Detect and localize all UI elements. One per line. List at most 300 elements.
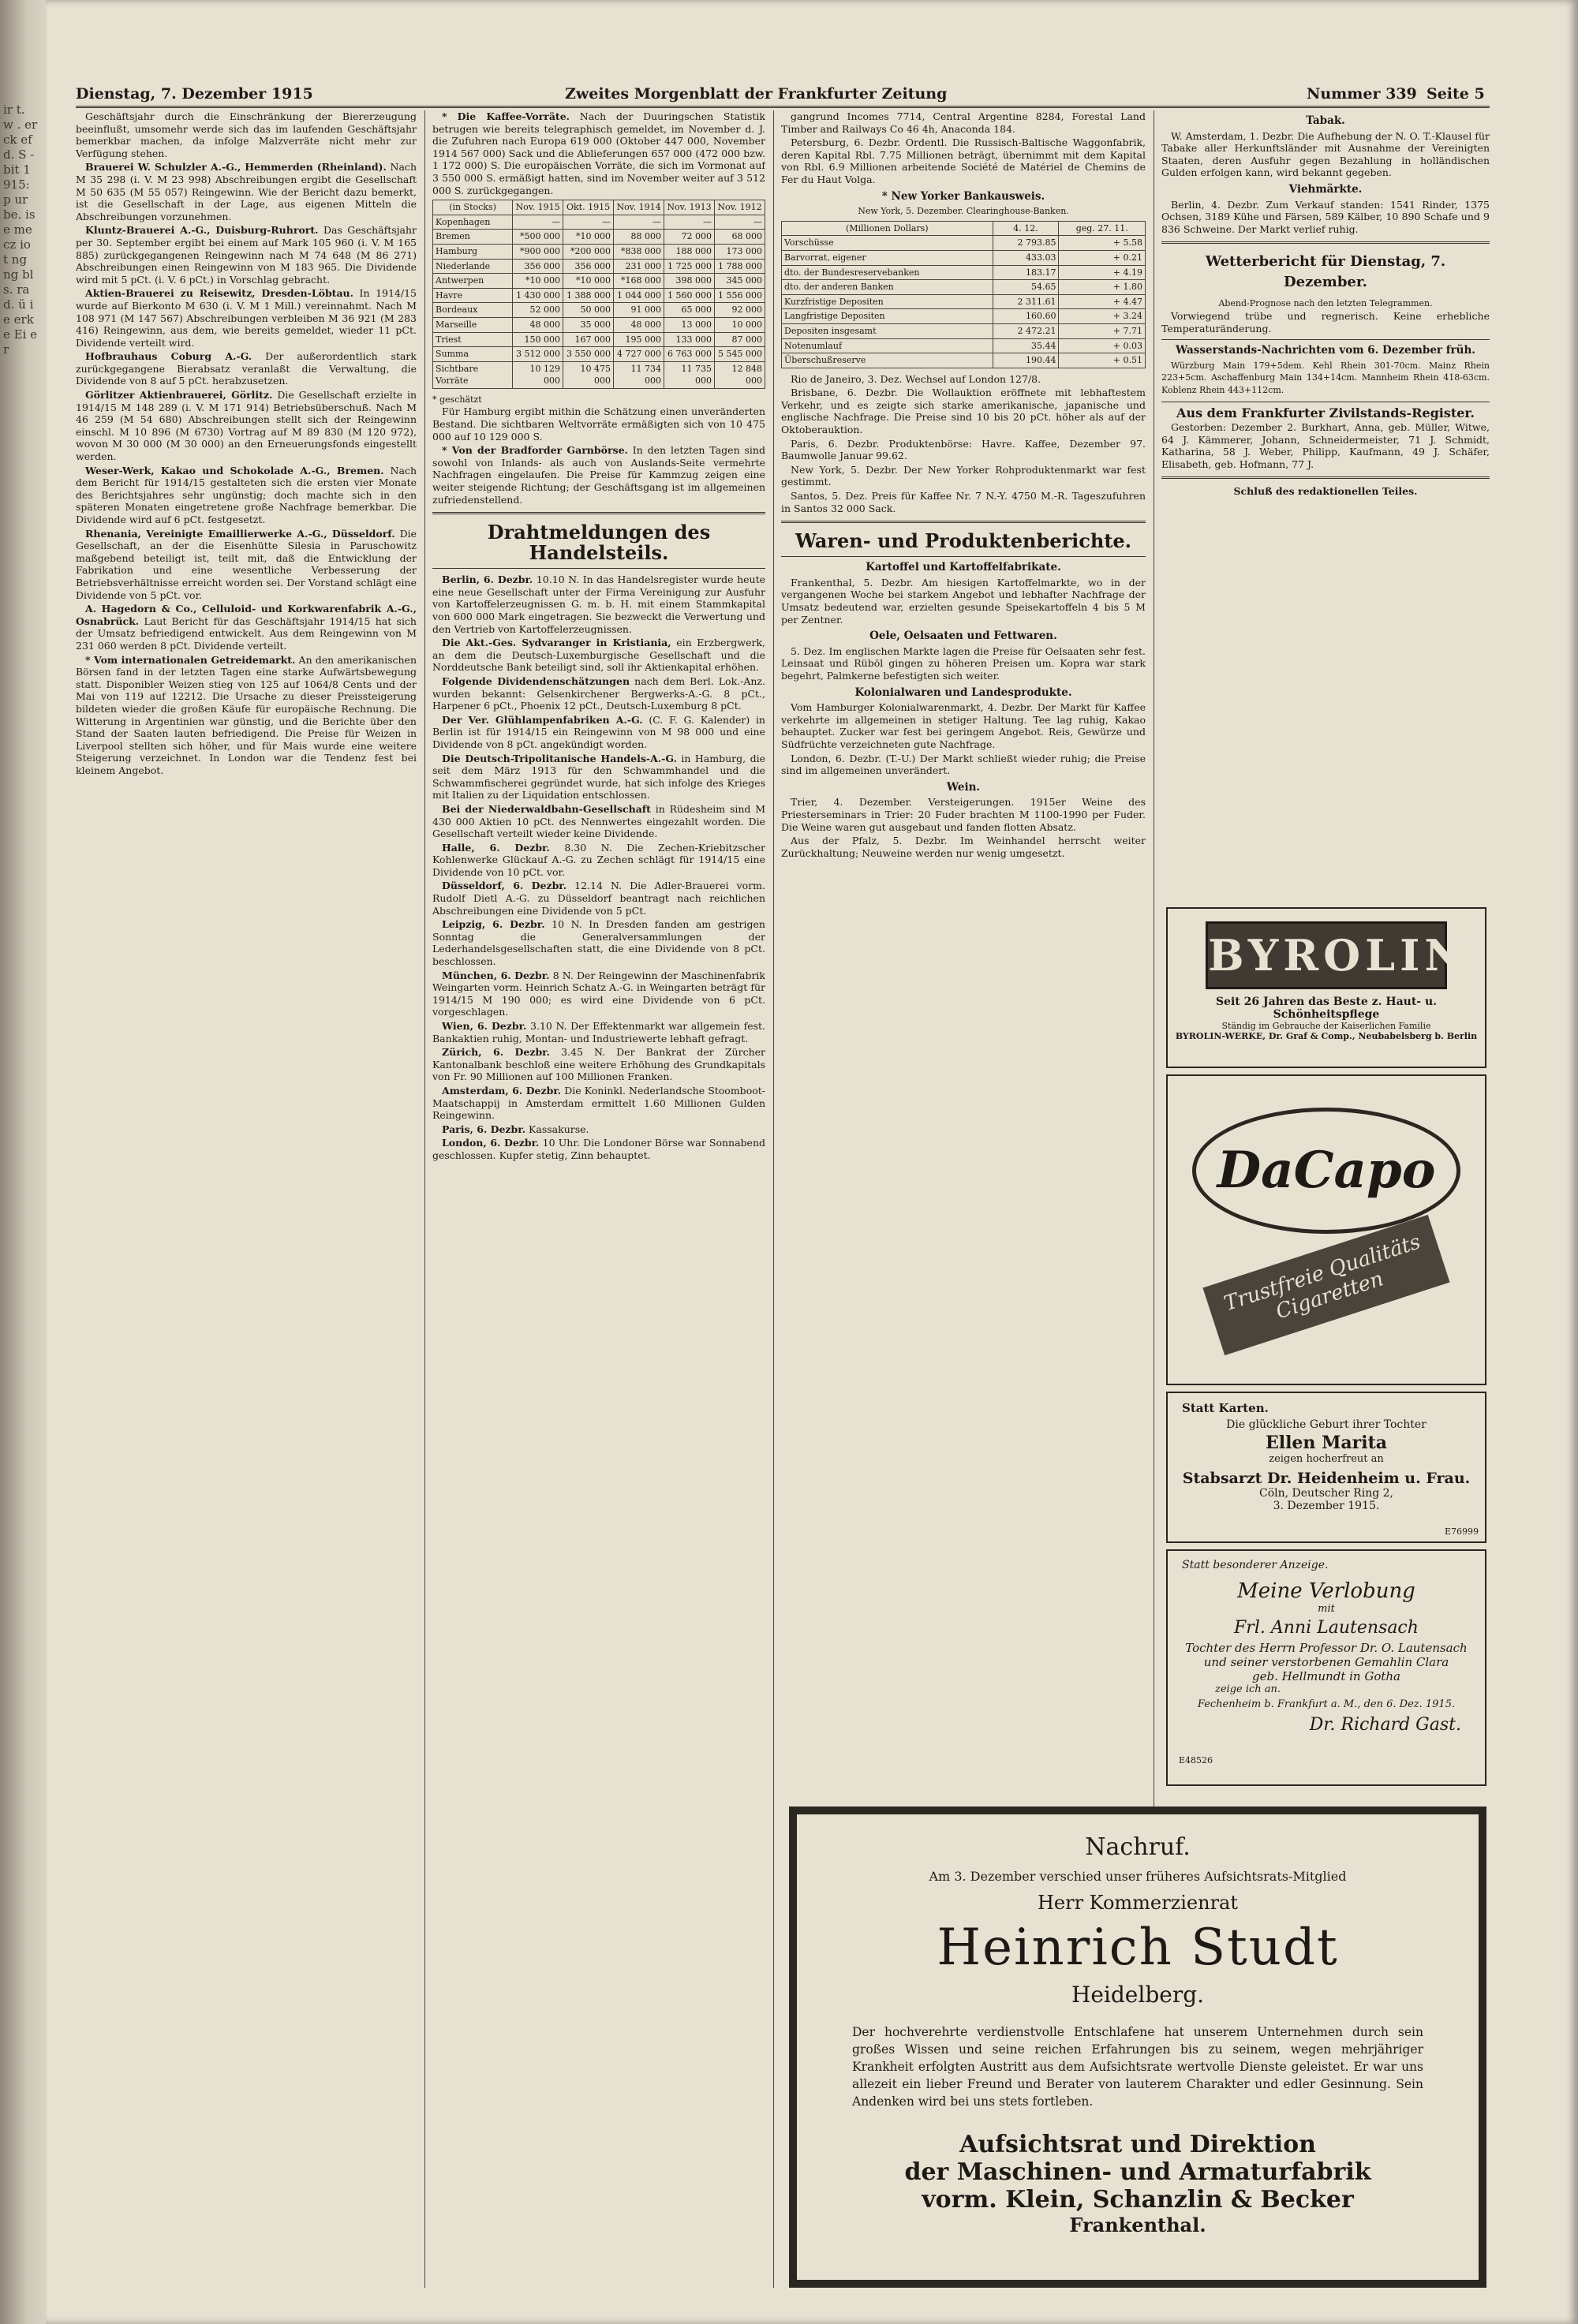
wire-item [432,675,765,712]
table-row [782,294,1146,309]
article-body: Geschäftsjahr durch die Einschränkung der Biererzeugung beeinflußt, umsomehr werde sich das im laufenden Geschäftsjahr bemerkbar machen, da infolge Malzverräte nicht mehr zur Verfügung stehen. [76,110,417,159]
wire-item-body: 8.30 N. Die Zechen-Kriebitzscher Kohlenwerke Glückauf A.-G. zu Zechen schlägt für 1914/15 eine Dividende von 10 pCt. vor. [432,841,765,878]
table-row [782,265,1146,280]
dacapo-cigarette-box: Trustfreie Qualitäts Cigaretten [1202,1215,1449,1355]
wire-item-head: Folgende Dividendenschätzungen [442,674,630,687]
engagement-line-3: geb. Hellmundt in Gotha [1252,1669,1400,1683]
obituary-signature-2: der Maschinen- und Armaturfabrik [904,2158,1371,2186]
wasser-body: Würzburg Main 179+5dem. Kehl Rhein 301-70cm. Mainz Rhein 223+5cm. Aschaffenburg Main 134+14cm. Mannheim Rhein 418-63cm. Koblenz Rhein 443+112cm. [1161,360,1490,395]
table-cell: 190.44 [993,353,1059,368]
table-cell: 6 763 000 [664,347,715,362]
article-body: Die Gesellschaft erzielte in 1914/15 M 148 289 (i. V. M 171 914) Betriebsüberschuß. Nach M 46 259 (M 54 680) Abschreibungen stellt sich der Reingewinn einschl. M 10 896 (M 6730) Vortrag auf M 89 830 (M 120 972), wovon M 30 000 (M 30 000) an den Erneuerungsfonds eingestellt werden. [76,389,417,463]
birth-line-1: Die glückliche Geburt ihrer Tochter [1226,1418,1427,1431]
table-cell: 3 550 000 [563,347,614,362]
byrolin-logo: BYROLIN [1206,921,1447,989]
table-cell: Sichtbare Vorräte [433,361,513,388]
table-cell: 356 000 [513,259,563,274]
table-cell: — [614,215,664,230]
table-row [433,288,765,303]
engagement-name: Frl. Anni Lautensach [1234,1618,1419,1638]
wire-item-body: (C. F. G. Kalender) in Berlin ist für 1914/15 ein Reingewinn von M 98 000 und eine Dividende von 8 pCt. angekündigt worden. [432,713,765,750]
table-cell: 12 848 000 [715,361,765,388]
article-body: An den amerikanischen Börsen fand in der letzten Tagen eine starke Aufwärtsbewegung statt. Disponibler Weizen stieg von 125 auf 1064/8 Cents und der Mai von 119 auf 12212. Die Ursache zu dieser Preissteigerung bildeten wieder die großen Käufe für europäische Rechnung. Die Witterung in Argentinien war günstig, und die Berichte über den Stand der Saaten lauten befriedigend. Die Preise für Weizen in Liverpool stellten sich höher, und für Mais wurde eine weitere Steigerung verzeichnet. In London war die Tendenz fest bei kleinem Angebot. [76,653,417,776]
kaffee-table-note: * geschätzt [432,394,482,405]
table-row [433,230,765,245]
birth-name: Ellen Marita [1265,1433,1388,1453]
header-number: Nummer 339 [1307,85,1417,103]
table-cell: Triest [433,332,513,347]
table-cell: dto. der anderen Banken [782,280,993,295]
zivil-body: Gestorben: Dezember 2. Burkhart, Anna, geb. Müller, Witwe, 64 J. Kämmerer, Johann, Schneidermeister, 71 J. Schmidt, Katharina, 58 J. Weber, Philipp, Kaufmann, 49 J. Schäfer, Elisabeth, geb. Hofmann, 77 J. [1161,421,1490,470]
article-body: Das Geschäftsjahr per 30. September ergibt bei einem auf Mark 105 960 (i. V. M 165 885) zurückgegangenen Reingewinn nach M 74 648 (M 86 271) Abschreibungen einen Reingewinn von M 183 965. Die Dividende wird mit 5 pCt. (i. V. 6 pCt.) in Vorschlag gebracht. [76,224,417,286]
wasser-title: Wasserstands-Nachrichten vom 6. Dezember früh. [1176,344,1475,357]
table-cell: 68 000 [715,230,765,245]
table-cell: — [715,215,765,230]
table-cell: *168 000 [614,274,664,289]
table-row [782,309,1146,324]
section-divider [781,521,1146,523]
table-cell: Niederlande [433,259,513,274]
dacapo-logo: DaCapo [1192,1108,1460,1234]
article-7 [76,528,417,602]
table-header-row [782,221,1146,236]
oele-head: Oele, Oelsaaten und Fettwaren. [869,630,1057,643]
table-header-cell: (in Stocks) [433,200,513,215]
table-cell: 356 000 [563,259,614,274]
table-cell: + 7.71 [1059,323,1146,338]
birth-line-2: zeigen hocherfreut an [1269,1453,1384,1465]
bank-table [781,221,1146,368]
wire-item-head: Zürich, 6. Dezbr. [442,1046,550,1059]
article-body: Laut Bericht für das Geschäftsjahr 1914/15 hat sich der Umsatz befriedigend entwickelt. Aus dem Reingewinn von M 231 060 werden 8 pCt. Dividende verteilt. [76,615,417,652]
table-cell: 4 727 000 [614,347,664,362]
wire-item-head: London, 6. Dezbr. [442,1137,540,1149]
schluss-redaktion: Schluß des redaktionellen Teiles. [1233,485,1418,498]
wire-item [432,842,765,879]
table-cell: 3 512 000 [513,347,563,362]
wire-item-body: 8 N. Der Reingewinn der Maschinenfabrik Weingarten vorm. Heinrich Schatz A.-G. in Weingarten beträgt für 1914/15 M 190 000; es wird eine Dividende von 6 pCt. vorgeschlagen. [432,969,765,1018]
table-cell: — [664,215,715,230]
wire-item-body: in Hamburg, die seit dem März 1913 für den Schwammhandel und die Schwammfischerei gegründet wurde, hat sich infolge des Krieges mit Italien zu der Liquidation entschlossen. [432,752,765,801]
table-cell: + 4.47 [1059,294,1146,309]
column-rule [773,110,774,2288]
table-row [433,317,765,332]
dacapo-ad [1166,1074,1486,1385]
birth-head: Statt Karten. [1182,1401,1269,1415]
table-cell: 50 000 [563,303,614,318]
paris-produkte-item: Paris, 6. Dezbr. Produktenbörse: Havre. Kaffee, Dezember 97. Baumwolle Januar 99.62. [781,437,1146,462]
petersburg-item: Petersburg, 6. Dezbr. Ordentl. Die Russisch-Baltische Waggonfabrik, deren Kapital Rbl. 7.75 Millionen beträgt, übernimmt mit dem Kapital von Rbl. 6.9 Millionen arbeitende Société de Matériel de Chemins de Fer du Haut Volga. [781,136,1146,185]
obituary-signature-4: Frankenthal. [1069,2214,1206,2236]
table-cell: 35 000 [563,317,614,332]
tabak-head: Tabak. [1306,114,1345,127]
column-rule [424,110,425,2288]
engagement-signature: Dr. Richard Gast. [1309,1715,1461,1735]
wire-item-body: 10 Uhr. Die Londoner Börse war Sonnabend geschlossen. Kupfer stetig, Zinn behauptet. [432,1137,765,1161]
table-cell: — [513,215,563,230]
table-cell: Vorschüsse [782,236,993,251]
section-divider [781,556,1146,557]
table-cell: 173 000 [715,244,765,259]
engagement-line-4: zeige ich an. [1215,1683,1281,1695]
table-cell: *200 000 [563,244,614,259]
article-head: Görlitzer Aktienbrauerei, Görlitz. [85,389,273,402]
zivil-title: Aus dem Frankfurter Zivilstands-Register. [1176,405,1475,420]
table-cell: 72 000 [664,230,715,245]
wire-item-body: 3.45 N. Der Bankrat der Zürcher Kantonalbank beschloß eine weitere Erhöhung des Grundkapitals von Fr. 90 Millionen auf 100 Millionen Franken. [432,1046,765,1083]
article-3 [76,287,417,349]
table-cell: Bordeaux [433,303,513,318]
table-cell: *900 000 [513,244,563,259]
wire-item [432,637,765,674]
obituary-title: Nachruf. [1085,1833,1191,1861]
table-row [433,244,765,259]
column-3 [781,110,1146,1404]
table-cell: dto. der Bundesreservebanken [782,265,993,280]
table-cell: + 4.19 [1059,265,1146,280]
article-body: Nach M 35 298 (i. V. M 23 998) Abschreibungen ergibt die Gesellschaft M 50 635 (M 55 057) Reingewinn. Wie der Bericht dazu bemerkt, ist die Gesellschaft in der Lage, aus eigenen Mitteln die Abschreibungen vorzunehmen. [76,161,417,222]
table-cell: *838 000 [614,244,664,259]
london-item: London, 6. Dezbr. (T.-U.) Der Markt schließt wieder ruhig; die Preise sind im allgemeinen unverändert. [781,752,1146,777]
table-cell: + 1.80 [1059,280,1146,295]
table-header-row [433,200,765,215]
birth-code: E76999 [1444,1526,1479,1537]
table-cell: 1 725 000 [664,259,715,274]
obituary-line-2: Herr Kommerzienrat [1037,1892,1239,1914]
obituary-notice [789,1807,1486,2288]
wein-head: Wein. [946,780,981,794]
byrolin-line-3: BYROLIN-WERKE, Dr. Graf & Comp., Neubabelsberg b. Berlin [1175,1031,1478,1041]
table-cell: 1 388 000 [563,288,614,303]
wire-item-head: Bei der Niederwaldbahn-Gesellschaft [442,802,651,815]
table-header-cell: Nov. 1912 [715,200,765,215]
wire-item [432,1123,765,1136]
binding-text: ir t. w . er ck ef d. S -bit 1915: p ur be. ise me cz io t ng ng bl s. rad. ü ie erke Ei er [3,103,38,357]
byrolin-line-2: Ständig im Gebrauche der Kaiserlichen Familie [1221,1021,1431,1031]
wire-item [432,714,765,751]
section-divider [1161,476,1490,479]
vieh-head: Viehmärkte. [1288,182,1363,196]
obituary-line-1: Am 3. Dezember verschied unser früheres Aufsichtsrats-Mitglied [929,1869,1347,1884]
article-9 [76,654,417,777]
engagement-mit: mit [1318,1603,1335,1615]
table-cell: *10 000 [563,274,614,289]
table-cell: + 3.24 [1059,309,1146,324]
wire-item-head: Der Ver. Glühlampenfabriken A.-G. [442,713,643,726]
table-cell: 48 000 [513,317,563,332]
table-cell: 2 472.21 [993,323,1059,338]
table-row [782,280,1146,295]
article-8 [76,603,417,652]
table-cell: 433.03 [993,250,1059,265]
wire-item-head: Halle, 6. Dezbr. [442,841,550,854]
wire-item-head: Leipzig, 6. Dezbr. [442,918,545,931]
table-cell: 87 000 [715,332,765,347]
table-cell: 1 556 000 [715,288,765,303]
article-body: Die Gesellschaft, an der die Eisenhütte Silesia in Paruschowitz maßgebend beteiligt ist, teilt mit, daß die Entwicklung der Fabrikation und eine wesentliche Verbesserung der Betriebsverhältnisse erreicht worden sei. Der Vorstand schlägt eine Dividende von 5 pCt. vor. [76,527,417,601]
wire-item-head: Berlin, 6. Dezbr. [442,574,533,586]
table-cell: 92 000 [715,303,765,318]
wire-item-body: 12.14 N. Die Adler-Brauerei vorm. Rudolf Dietl A.-G. zu Düsseldorf beantragt nach reichlichen Abschreibungen eine Dividende von 5 pCt. [432,880,765,917]
table-cell: *10 000 [513,274,563,289]
wire-item [432,1137,765,1161]
table-cell: 195 000 [614,332,664,347]
table-cell: Barvorrat, eigener [782,250,993,265]
table-cell: Bremen [433,230,513,245]
obituary-signature-1: Aufsichtsrat und Direktion [959,2131,1316,2158]
wetter-body: Vorwiegend trübe und regnerisch. Keine erhebliche Temperaturänderung. [1161,309,1490,334]
article-5 [76,389,417,463]
wire-item-body: 10 N. In Dresden fanden am gestrigen Sonntag die Generalversammlungen der Lederhandelsgesellschaften statt, die eine Dividende von 8 pCt. beschlossen. [432,918,765,968]
wire-item-body: Die Koninkl. Nederlandsche Stoomboot-Maatschappij in Amsterdam ermittelt 1.60 Millionen Gulden Reingewinn. [432,1084,765,1122]
kaffee-tail: Für Hamburg ergibt mithin die Schätzung einen unveränderten Bestand. Die sichtbaren Weltvorräte ermäßigten sich von 10 475 000 auf 10 129 000 S. [432,405,765,443]
table-row [782,338,1146,353]
page-header [76,82,1490,108]
table-header-cell: 4. 12. [993,221,1059,236]
table-cell: Kurzfristige Depositen [782,294,993,309]
wire-item-body: Kassakurse. [529,1123,589,1135]
table-cell: + 5.58 [1059,236,1146,251]
table-cell: 167 000 [563,332,614,347]
table-row [433,332,765,347]
table-cell: 54.65 [993,280,1059,295]
santos-item: Santos, 5. Dez. Preis für Kaffee Nr. 7 N.-Y. 4750 M.-R. Tageszufuhren in Santos 32 000 Sack. [781,490,1146,514]
newyork-produkte-item: New York, 5. Dezbr. Der New Yorker Rohproduktenmarkt war fest gestimmt. [781,463,1146,488]
table-cell: Kopenhagen [433,215,513,230]
engagement-title: Meine Verlobung [1237,1579,1415,1603]
wetter-title: Wetterbericht für Dienstag, 7. Dezember. [1205,253,1446,291]
table-cell: + 0.21 [1059,250,1146,265]
table-row [433,361,765,388]
vieh-body: Berlin, 4. Dezbr. Zum Verkauf standen: 1541 Rinder, 1375 Ochsen, 3189 Kühe und Färsen, 589 Kälber, 10 890 Schafe und 9 836 Schweine. Der Markt verlief ruhig. [1161,198,1490,235]
table-cell: *500 000 [513,230,563,245]
table-cell: 1 044 000 [614,288,664,303]
kartoffel-head: Kartoffel und Kartoffelfabrikate. [866,561,1061,574]
section-divider [432,512,765,514]
garne-article [432,444,765,506]
column-2 [432,110,765,2296]
table-cell: 231 000 [614,259,664,274]
table-cell: Havre [433,288,513,303]
article-head: Kluntz-Brauerei A.-G., Duisburg-Ruhrort. [85,224,319,237]
header-page: Seite 5 [1427,85,1485,103]
section-title-drahtmeldungen: Drahtmeldungen des Handelsteils. [487,521,711,565]
garne-body: In den letzten Tagen sind sowohl von Inlands- als auch von Auslands-Seite vermehrte Nachfragen eingelaufen. Die Preise für Kammzug zeigen eine weiter steigende Richtung; der Geschäftsgang ist im allgemeinen zufriedenstellend. [432,444,765,506]
birth-announcement [1166,1392,1486,1543]
article-1 [76,161,417,222]
brisbane-item: Brisbane, 6. Dezbr. Die Wollauktion eröffnete mit lebhaftestem Verkehr, und es zeigte sich starke amerikanische, japanische und englische Nachfrage. Die Preise sind 10 bis 20 pCt. höher als auf der Oktoberauktion. [781,387,1146,436]
kaffee-body: Nach der Duuringschen Statistik betrugen wie bereits telegraphisch gemeldet, im November d. J. die Zufuhren nach Europa 619 000 (Oktober 447 000, November 1914 567 000) Sack und die Ablieferungen 657 000 (472 000 bzw. 1 172 000) S. Die europäischen Vorräte, die sich im Vormonat auf 3 550 000 S. ermäßigt hatten, sind im November weiter auf 3 512 000 S. zurückgegangen. [432,110,765,196]
table-cell: 345 000 [715,274,765,289]
table-cell: — [563,215,614,230]
wire-item-head: Düsseldorf, 6. Dezbr. [442,880,567,892]
obituary-name: Heinrich Studt [937,1919,1339,1977]
section-title-waren: Waren- und Produktenberichte. [795,529,1132,553]
section-divider [1161,241,1490,244]
wire-item-body: ein Erzbergwerk, an dem die Deutsch-Luxemburgische Gesellschaft und die Norddeutsche Bank beteiligt sind, soll ihr Aktienkapital erhöhen. [432,637,765,674]
wire-item-head: Die Deutsch-Tripolitanische Handels-A.-G. [442,752,677,764]
engagement-place-date: Fechenheim b. Frankfurt a. M., den 6. Dez. 1915. [1197,1698,1456,1710]
kolonial-body: Vom Hamburger Kolonialwarenmarkt, 4. Dezbr. Der Markt für Kaffee verkehrte im allgemeinen in stetiger Haltung. Tee lag ruhig, Kakao behauptet. Zucker war fest bei geringem Angebot. Reis, Gewürze und Südfrüchte verzeichneten gute Nachfrage. [781,701,1146,750]
table-cell: Summa [433,347,513,362]
wire-item [432,803,765,840]
garne-head: * Von der Bradforder Garnbörse. [442,444,628,457]
market-top: gangrund Incomes 7714, Central Argentine 8284, Forestal Land Timber and Railways Co 46 4h, Anaconda 184. [781,110,1146,135]
table-cell: 5 545 000 [715,347,765,362]
column-4 [1161,110,1490,899]
obituary-body: Der hochverehrte verdienstvolle Entschlafene hat unserem Unternehmen durch sein großes Wissen und seine reichen Erfahrungen bis zu seinem, wegen mehrjähriger Krankheit erfolgten Austritt aus dem Aufsichtsrate wertvolle Dienste geleistet. Er war uns allezeit ein lieber Freund und Berater von lauterem Charakter und edler Gesinnung. Sein Andenken wird bei uns stets fortleben. [852,2025,1423,2109]
article-6 [76,465,417,526]
birth-date: 3. Dezember 1915. [1273,1500,1380,1512]
table-cell: + 0.03 [1059,338,1146,353]
table-row [433,259,765,274]
article-body: Der außerordentlich stark zurückgegangene Bierabsatz veranlaßt die Verwaltung, die Dividende von 8 auf 5 pCt. herabzusetzen. [76,350,417,387]
obituary-signature-3: vorm. Klein, Schanzlin & Becker [922,2186,1354,2214]
rio-item: Rio de Janeiro, 3. Dez. Wechsel auf London 127/8. [791,372,1041,385]
table-cell: 10 000 [715,317,765,332]
table-cell: 183.17 [993,265,1059,280]
kaffee-head: * Die Kaffee-Vorräte. [442,110,570,122]
wein-body-2: Aus der Pfalz, 5. Dezbr. Im Weinhandel herrscht weiter Zurückhaltung; Neuweine werden nur wenig umgesetzt. [781,835,1146,859]
oele-body: 5. Dez. Im englischen Markte lagen die Preise für Oelsaaten sehr fest. Leinsaat und Rüböl gingen zu höheren Preisen um. Kopra war stark begehrt, Palmkerne befestigten sich weiter. [781,645,1146,682]
table-row [433,215,765,230]
article-body: Nach dem Bericht für 1914/15 gestalteten sich die ersten vier Monate des Berichtsjahres sehr ungünstig; doch machte sich in den späteren Monaten eingetretene große Nachfrage bemerkbar. Die Dividende wird auf 6 pCt. festgesetzt. [76,464,417,525]
wire-item-head: Die Akt.-Ges. Sydvaranger in Kristiania, [442,637,671,649]
wire-item-head: Amsterdam, 6. Dezbr. [442,1084,562,1097]
table-cell: Antwerpen [433,274,513,289]
table-cell: 13 000 [664,317,715,332]
table-cell: 1 788 000 [715,259,765,274]
table-cell: *10 000 [563,230,614,245]
table-cell: 11 734 000 [614,361,664,388]
table-cell: 52 000 [513,303,563,318]
table-cell: + 0.51 [1059,353,1146,368]
bank-sub: New York, 5. Dezember. Clearinghouse-Banken. [858,206,1069,217]
table-cell: 188 000 [664,244,715,259]
article-4 [76,350,417,387]
drahtmeldungen-list [432,574,765,1161]
table-cell: 48 000 [614,317,664,332]
table-cell: 2 793.85 [993,236,1059,251]
wire-item [432,918,765,967]
wetter-sub: Abend-Prognose nach den letzten Telegrammen. [1218,298,1433,309]
bank-head: * New Yorker Bankausweis. [881,189,1045,203]
table-cell: 1 430 000 [513,288,563,303]
article-head: A. Hagedorn & Co., Celluloid- und Korkwarenfabrik A.-G., Osnabrück. [76,603,417,627]
kolonial-head: Kolonialwaren und Landesprodukte. [854,686,1072,699]
table-cell: Depositen insgesamt [782,323,993,338]
table-header-cell: Nov. 1915 [513,200,563,215]
column-1 [76,110,417,2296]
engagement-code: E48526 [1179,1755,1213,1765]
article-2 [76,224,417,286]
page-binding [0,0,46,2324]
table-cell: 91 000 [614,303,664,318]
wire-item [432,1046,765,1083]
engagement-line-1: Tochter des Herrn Professor Dr. O. Lautensach [1185,1641,1468,1655]
wire-item-body: in Rüdesheim sind M 430 000 Aktien 10 pCt. des Nennwertes eingezahlt worden. Die Gesellschaft verteilt wieder keine Dividende. [432,802,765,840]
header-title: Zweites Morgenblatt der Frankfurter Zeitung [565,85,948,103]
table-cell: 150 000 [513,332,563,347]
article-head: Aktien-Brauerei zu Reisewitz, Dresden-Löbtau. [85,287,353,300]
table-row [433,303,765,318]
section-divider [1161,339,1490,340]
header-date: Dienstag, 7. Dezember 1915 [76,85,313,103]
birth-address: Cöln, Deutscher Ring 2, [1259,1487,1393,1500]
kaffee-table [432,200,765,389]
wire-item [432,970,765,1018]
wein-body: Trier, 4. Dezember. Versteigerungen. 1915er Weine des Priesterseminars in Trier: 20 Fuder brachten M 1100-1990 per Fuder. Die Weine waren gut ausgebaut und fanden flotten Absatz. [781,796,1146,833]
obituary-city: Heidelberg. [1071,1982,1205,2008]
table-cell: 1 560 000 [664,288,715,303]
table-cell: Überschußreserve [782,353,993,368]
table-row [782,236,1146,251]
engagement-line-2: und seiner verstorbenen Gemahlin Clara [1203,1655,1449,1669]
byrolin-ad [1166,907,1486,1068]
wire-item-body: nach dem Berl. Lok.-Anz. wurden bekannt: Gelsenkirchener Bergwerks-A.-G. 8 pCt., Harpener 6 pCt., Phoenix 12 pCt., Deutsch-Luxemburg 8 pCt. [432,674,765,712]
table-header-cell: Nov. 1913 [664,200,715,215]
table-header-cell: (Millionen Dollars) [782,221,993,236]
table-row [782,250,1146,265]
table-cell: 398 000 [664,274,715,289]
wire-item [432,880,765,917]
table-cell: 65 000 [664,303,715,318]
table-row [433,274,765,289]
article-head: Hofbrauhaus Coburg A.-G. [85,350,252,363]
table-header-cell: Okt. 1915 [563,200,614,215]
wire-item [432,1020,765,1044]
article-body: In 1914/15 wurde auf Bierkonto M 630 (i. V. M 1 Mill.) vereinnahmt. Nach M 108 971 (M 147 567) Abschreibungen verbleiben M 36 921 (M 283 416) Reingewinn, aus dem, wie bereits gemeldet, wieder 11 pCt. Dividende verteilt wird. [76,287,417,349]
article-head: Brauerei W. Schulzler A.-G., Hemmerden (Rheinland). [85,161,387,174]
engagement-announcement [1166,1549,1486,1786]
wire-item-head: Wien, 6. Dezbr. [442,1020,527,1032]
table-cell: 2 311.61 [993,294,1059,309]
table-row [782,323,1146,338]
table-row [782,353,1146,368]
wire-item [432,1085,765,1122]
table-cell: Notenumlauf [782,338,993,353]
article-head: * Vom internationalen Getreidemarkt. [85,653,296,666]
wire-item-head: München, 6. Dezbr. [442,969,550,981]
table-row [433,347,765,362]
table-cell: 88 000 [614,230,664,245]
wire-item [432,753,765,801]
table-header-cell: Nov. 1914 [614,200,664,215]
table-cell: Hamburg [433,244,513,259]
engagement-head: Statt besonderer Anzeige. [1182,1559,1329,1571]
wire-item-body: 3.10 N. Der Effektenmarkt war allgemein fest. Bankaktien ruhig, Montan- und Industriewerte lebhaft gefragt. [432,1020,765,1044]
table-cell: 35.44 [993,338,1059,353]
table-cell: Langfristige Depositen [782,309,993,324]
table-cell: 11 735 000 [664,361,715,388]
table-cell: Marseille [433,317,513,332]
wire-item-head: Paris, 6. Dezbr. [442,1123,526,1135]
table-header-cell: geg. 27. 11. [1059,221,1146,236]
wire-item-body: 10.10 N. In das Handelsregister wurde heute eine neue Gesellschaft unter der Firma Vereinigung zur Ausfuhr von Kartoffelerzeugnissen G. m. b. H. mit einem Stammkapital von 600 000 Mark eingetragen. Sie bezweckt die Verwertung und den Vertrieb von Kartoffelerzeugnissen. [432,574,765,635]
table-cell: 133 000 [664,332,715,347]
section-divider [432,568,765,569]
table-cell: 160.60 [993,309,1059,324]
birth-parents: Stabsarzt Dr. Heidenheim u. Frau. [1182,1470,1471,1487]
wire-item [432,574,765,635]
table-cell: 10 129 000 [513,361,563,388]
tabak-body: W. Amsterdam, 1. Dezbr. Die Aufhebung der N. O. T.-Klausel für Tabake aller Herkunftsländer mit Ausnahme der Vereinigten Staaten, deren Ausfuhr gegen Bezahlung in holländischen Gulden erfolgen kann, wird bekannt gegeben. [1161,129,1490,179]
article-head: Weser-Werk, Kakao und Schokolade A.-G., Bremen. [85,464,384,476]
article-head: Rhenania, Vereinigte Emaillierwerke A.-G., Düsseldorf. [85,527,395,540]
kartoffel-body: Frankenthal, 5. Dezbr. Am hiesigen Kartoffelmarkte, wo in der vergangenen Woche bei starkem Angebot und lebhafter Nachfrage der Umsatz bedeutend war, erzielten gesunde Speisekartoffeln 4 bis 5 M per Zentner. [781,576,1146,626]
byrolin-line-1: Seit 26 Jahren das Beste z. Haut- u. Schönheitspflege [1215,996,1438,1021]
kaffee-article [432,110,765,196]
